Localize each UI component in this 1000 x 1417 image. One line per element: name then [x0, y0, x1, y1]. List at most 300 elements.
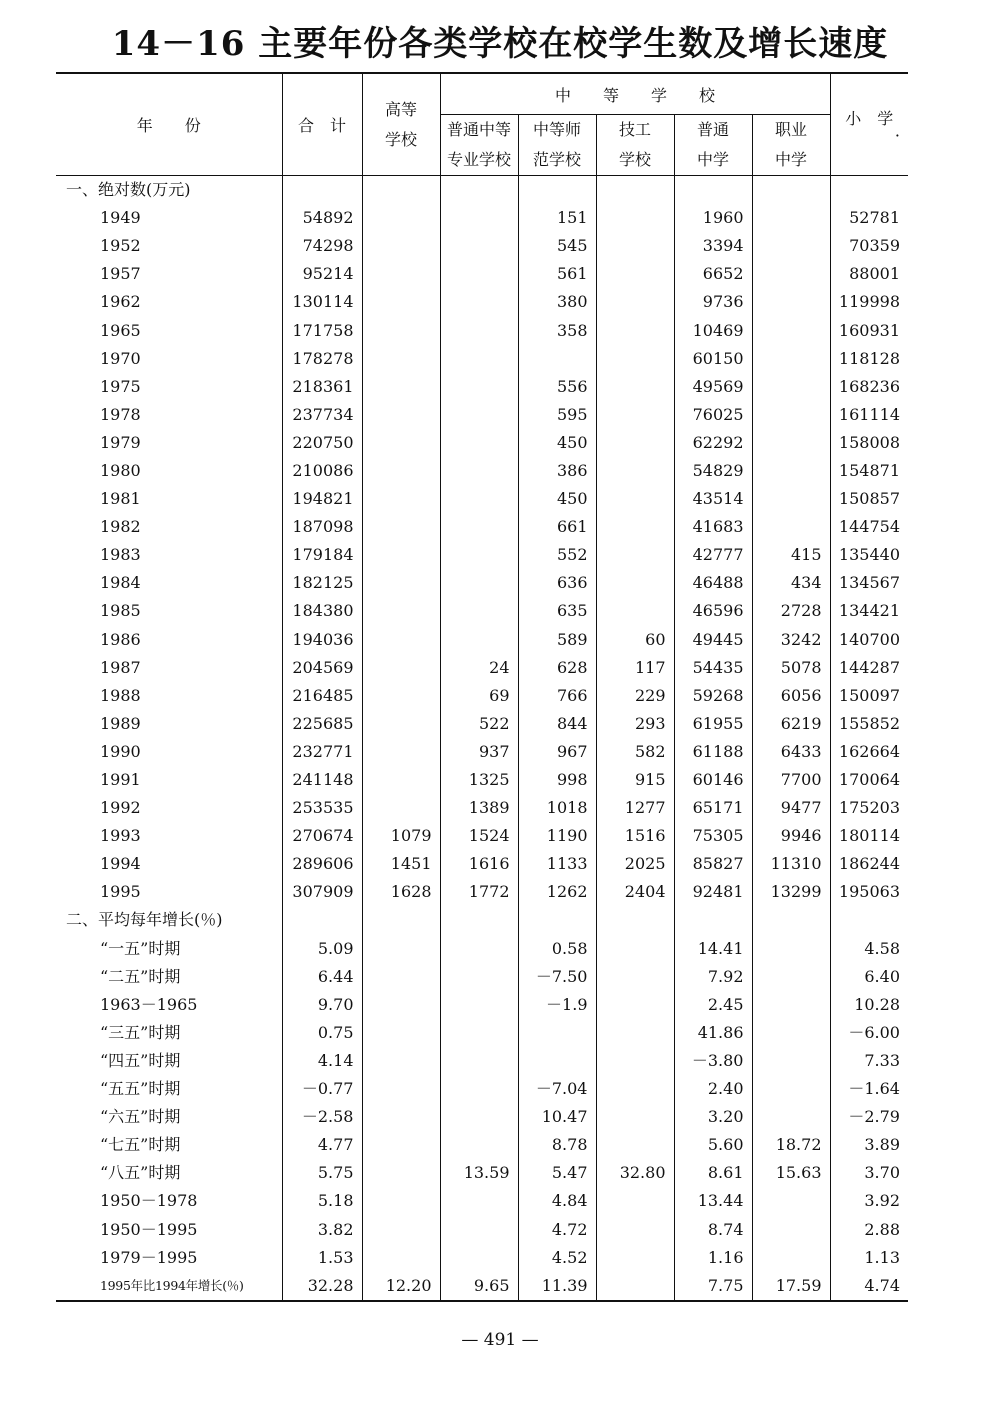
table-cell: 49569	[674, 373, 752, 401]
table-cell	[440, 373, 518, 401]
table-row	[56, 457, 908, 485]
table-cell: 32.80	[596, 1159, 674, 1187]
table-cell: 636	[518, 569, 596, 597]
table-cell	[518, 1047, 596, 1075]
table-cell: 171758	[282, 316, 362, 344]
table-cell: 60	[596, 626, 674, 654]
table-cell	[596, 1075, 674, 1103]
table-cell: 270674	[282, 822, 362, 850]
table-cell: 10.28	[830, 991, 908, 1019]
row-label: 1975	[100, 376, 141, 396]
table-cell: 358	[518, 316, 596, 344]
table-row	[56, 485, 908, 513]
table-cell	[362, 204, 440, 232]
table-cell	[362, 232, 440, 260]
table-row	[56, 1075, 908, 1103]
section-label: 二、平均每年增长(％)	[66, 910, 223, 930]
table-cell: 998	[518, 766, 596, 794]
table-row	[56, 682, 908, 710]
table-cell	[518, 345, 596, 373]
row-label: 1983	[100, 545, 141, 565]
table-cell	[752, 906, 830, 934]
table-cell	[362, 1187, 440, 1215]
table-cell	[596, 1131, 674, 1159]
table-cell	[752, 1103, 830, 1131]
table-cell: 232771	[282, 738, 362, 766]
table-cell	[440, 1131, 518, 1159]
table-cell: 1079	[362, 822, 440, 850]
table-cell	[596, 906, 674, 934]
table-cell	[282, 906, 362, 934]
table-cell	[752, 429, 830, 457]
table-cell: 915	[596, 766, 674, 794]
table-cell: 1018	[518, 794, 596, 822]
table-cell: 41.86	[674, 1019, 752, 1047]
table-cell: 52781	[830, 204, 908, 232]
table-cell	[362, 569, 440, 597]
table-cell: 4.52	[518, 1244, 596, 1272]
table-cell: 144287	[830, 654, 908, 682]
table-cell: 74298	[282, 232, 362, 260]
table-row	[56, 935, 908, 963]
row-label: 1989	[100, 713, 141, 733]
table-cell: 18.72	[752, 1131, 830, 1159]
table-cell: 1277	[596, 794, 674, 822]
table-cell: 161114	[830, 401, 908, 429]
table-cell	[362, 1019, 440, 1047]
table-cell	[596, 457, 674, 485]
table-cell	[440, 457, 518, 485]
table-cell: 5078	[752, 654, 830, 682]
table-row	[56, 822, 908, 850]
table-cell: 2728	[752, 597, 830, 625]
table-cell: 15.63	[752, 1159, 830, 1187]
table-cell: 210086	[282, 457, 362, 485]
table-cell	[596, 345, 674, 373]
table-row	[56, 1272, 908, 1301]
table-cell	[440, 963, 518, 991]
table-cell: 556	[518, 373, 596, 401]
table-cell: 1628	[362, 878, 440, 906]
row-label: 1970	[100, 348, 141, 368]
row-label: 1984	[100, 573, 141, 593]
table-cell: 117	[596, 654, 674, 682]
section-row	[56, 906, 908, 934]
header-primary-mark: ·	[894, 126, 900, 145]
table-cell: 85827	[674, 850, 752, 878]
header-technical-line2: 学校	[618, 150, 651, 169]
table-cell: 3394	[674, 232, 752, 260]
table-cell	[440, 288, 518, 316]
table-cell	[752, 176, 830, 205]
table-cell: 194036	[282, 626, 362, 654]
table-body	[56, 176, 908, 1301]
table-row	[56, 1047, 908, 1075]
table-cell: 24	[440, 654, 518, 682]
table-cell: 3.82	[282, 1215, 362, 1243]
row-label: “三五”时期	[100, 1022, 181, 1042]
table-cell: －0.77	[282, 1075, 362, 1103]
table-cell: 4.14	[282, 1047, 362, 1075]
row-label: 1963－1965	[100, 994, 198, 1014]
table-cell: 450	[518, 429, 596, 457]
table-cell: 3.70	[830, 1159, 908, 1187]
table-row	[56, 626, 908, 654]
table-cell	[362, 794, 440, 822]
table-cell	[440, 597, 518, 625]
table-cell: 140700	[830, 626, 908, 654]
table-row	[56, 1215, 908, 1243]
header-normal-line1: 中等师	[532, 120, 581, 139]
table-cell: 0.58	[518, 935, 596, 963]
table-cell	[362, 429, 440, 457]
table-cell: 178278	[282, 345, 362, 373]
table-cell: 4.58	[830, 935, 908, 963]
table-cell	[440, 1019, 518, 1047]
table-cell	[596, 316, 674, 344]
table-cell: 4.72	[518, 1215, 596, 1243]
table-row	[56, 850, 908, 878]
table-cell: 5.47	[518, 1159, 596, 1187]
table-cell: 134421	[830, 597, 908, 625]
table-cell: 5.18	[282, 1187, 362, 1215]
header-vocational-line1: 职业	[774, 120, 807, 139]
table-cell: 937	[440, 738, 518, 766]
table-cell	[596, 1103, 674, 1131]
table-row	[56, 232, 908, 260]
table-row	[56, 878, 908, 906]
table-cell	[596, 373, 674, 401]
row-label: “四五”时期	[100, 1050, 181, 1070]
table-cell: 561	[518, 260, 596, 288]
row-label: 1994	[100, 854, 141, 874]
table-cell: 7700	[752, 766, 830, 794]
table-cell: 5.09	[282, 935, 362, 963]
table-cell: 2.88	[830, 1215, 908, 1243]
row-label: 1995年比1994年增长(％)	[56, 1272, 282, 1301]
header-secondary-group: 中 等 学 校	[440, 73, 830, 115]
table-cell	[596, 1187, 674, 1215]
header-total: 合 计	[282, 73, 362, 176]
table-cell: 88001	[830, 260, 908, 288]
table-cell	[518, 176, 596, 205]
header-technical	[596, 115, 674, 176]
table-cell: 184380	[282, 597, 362, 625]
table-cell	[440, 316, 518, 344]
table-cell: 386	[518, 457, 596, 485]
table-cell	[752, 232, 830, 260]
table-cell: 2.45	[674, 991, 752, 1019]
table-cell	[362, 288, 440, 316]
table-cell	[440, 906, 518, 934]
header-general-line1: 普通	[696, 120, 729, 139]
table-cell: 766	[518, 682, 596, 710]
table-cell	[596, 288, 674, 316]
table-cell: 9.70	[282, 991, 362, 1019]
table-cell: 13.59	[440, 1159, 518, 1187]
row-label: 1962	[100, 292, 141, 312]
table-cell: 1133	[518, 850, 596, 878]
table-row	[56, 597, 908, 625]
table-cell	[596, 176, 674, 205]
header-higher-line2: 学校	[384, 129, 417, 149]
table-cell	[596, 935, 674, 963]
table-cell	[596, 541, 674, 569]
table-row	[56, 541, 908, 569]
header-normal	[518, 115, 596, 176]
table-cell	[362, 1159, 440, 1187]
table-cell: 1451	[362, 850, 440, 878]
table-cell: 8.61	[674, 1159, 752, 1187]
table-cell	[440, 541, 518, 569]
table-cell: －7.04	[518, 1075, 596, 1103]
table-cell	[440, 232, 518, 260]
table-cell	[362, 541, 440, 569]
table-cell: 4.84	[518, 1187, 596, 1215]
section-row	[56, 176, 908, 205]
table-cell: 62292	[674, 429, 752, 457]
table-row	[56, 1131, 908, 1159]
header-primary-label: 小 学	[845, 109, 894, 128]
table-cell	[596, 232, 674, 260]
table-cell	[518, 1019, 596, 1047]
table-cell: 450	[518, 485, 596, 513]
table-cell: 12.20	[362, 1272, 440, 1301]
table-cell: 46596	[674, 597, 752, 625]
table-cell: 59268	[674, 682, 752, 710]
table-cell	[440, 429, 518, 457]
table-cell	[596, 991, 674, 1019]
table-cell: 1325	[440, 766, 518, 794]
table-cell: 0.75	[282, 1019, 362, 1047]
table-cell: 144754	[830, 513, 908, 541]
table-row	[56, 513, 908, 541]
table-cell: 43514	[674, 485, 752, 513]
table-cell	[752, 1244, 830, 1272]
table-cell	[440, 485, 518, 513]
row-label: 1988	[100, 685, 141, 705]
table-cell	[596, 1047, 674, 1075]
table-cell: 150097	[830, 682, 908, 710]
table-cell	[362, 401, 440, 429]
table-cell: 95214	[282, 260, 362, 288]
table-cell	[752, 485, 830, 513]
table-cell: 70359	[830, 232, 908, 260]
table-cell	[362, 260, 440, 288]
table-cell: 41683	[674, 513, 752, 541]
table-cell: 6.44	[282, 963, 362, 991]
table-cell: 75305	[674, 822, 752, 850]
table-cell	[362, 373, 440, 401]
table-cell: 4.77	[282, 1131, 362, 1159]
table-cell	[362, 176, 440, 205]
table-cell	[752, 260, 830, 288]
table-cell: 54829	[674, 457, 752, 485]
table-cell	[752, 963, 830, 991]
table-cell: 154871	[830, 457, 908, 485]
table-row	[56, 401, 908, 429]
table-cell: 9736	[674, 288, 752, 316]
row-label: 1990	[100, 741, 141, 761]
table-cell: 1.53	[282, 1244, 362, 1272]
table-cell: 92481	[674, 878, 752, 906]
table-row	[56, 316, 908, 344]
table-cell: 11.39	[518, 1272, 596, 1301]
table-cell	[752, 401, 830, 429]
table-cell: 54892	[282, 204, 362, 232]
table-cell: 61955	[674, 710, 752, 738]
table-cell: 186244	[830, 850, 908, 878]
row-label: 1986	[100, 629, 141, 649]
table-cell	[440, 569, 518, 597]
table-cell: 1.13	[830, 1244, 908, 1272]
table-cell: 46488	[674, 569, 752, 597]
table-cell: 60146	[674, 766, 752, 794]
table-cell: 168236	[830, 373, 908, 401]
table-cell	[830, 906, 908, 934]
row-label: “八五”时期	[100, 1163, 181, 1183]
table-cell	[674, 906, 752, 934]
table-row	[56, 288, 908, 316]
table-cell: 5.75	[282, 1159, 362, 1187]
row-label: 1980	[100, 460, 141, 480]
table-cell	[362, 906, 440, 934]
table-cell: 253535	[282, 794, 362, 822]
header-normal-line2: 范学校	[532, 150, 581, 169]
table-cell: 204569	[282, 654, 362, 682]
table-cell: 225685	[282, 710, 362, 738]
table-cell	[830, 176, 908, 205]
table-cell: －3.80	[674, 1047, 752, 1075]
table-cell: 175203	[830, 794, 908, 822]
table-cell: 60150	[674, 345, 752, 373]
row-label: 1978	[100, 404, 141, 424]
table-cell	[596, 485, 674, 513]
table-row	[56, 1159, 908, 1187]
table-cell: 237734	[282, 401, 362, 429]
table-cell	[362, 766, 440, 794]
table-cell: 8.74	[674, 1215, 752, 1243]
table-cell: 155852	[830, 710, 908, 738]
table-cell: 182125	[282, 569, 362, 597]
table-cell	[440, 1047, 518, 1075]
table-cell	[440, 935, 518, 963]
header-specialized-line1: 普通中等	[446, 120, 511, 139]
table-cell	[362, 654, 440, 682]
table-cell	[596, 1244, 674, 1272]
table-cell: 628	[518, 654, 596, 682]
table-row	[56, 260, 908, 288]
table-cell: 1960	[674, 204, 752, 232]
row-label: 1991	[100, 770, 141, 790]
table-cell	[752, 1047, 830, 1075]
header-specialized	[440, 115, 518, 176]
row-label: 1979－1995	[100, 1247, 198, 1267]
statistics-table	[56, 72, 908, 1302]
table-row	[56, 204, 908, 232]
table-cell	[596, 513, 674, 541]
table-cell	[362, 1215, 440, 1243]
table-cell: 130114	[282, 288, 362, 316]
statistics-table-container	[56, 72, 908, 1302]
table-cell	[362, 1131, 440, 1159]
header-technical-line1: 技工	[618, 120, 651, 139]
table-cell: 17.59	[752, 1272, 830, 1301]
header-general-line2: 中学	[696, 150, 729, 169]
table-cell	[752, 1019, 830, 1047]
table-cell	[440, 1187, 518, 1215]
table-cell: 844	[518, 710, 596, 738]
table-row	[56, 991, 908, 1019]
table-cell: 10469	[674, 316, 752, 344]
table-cell	[752, 1187, 830, 1215]
table-cell: 2404	[596, 878, 674, 906]
table-row	[56, 1019, 908, 1047]
row-label: 1965	[100, 320, 141, 340]
table-cell: 589	[518, 626, 596, 654]
table-cell: 635	[518, 597, 596, 625]
table-cell	[752, 373, 830, 401]
table-cell	[362, 682, 440, 710]
header-year: 年 份	[56, 73, 282, 176]
row-label: 1979	[100, 432, 141, 452]
table-cell: －2.79	[830, 1103, 908, 1131]
table-cell	[752, 345, 830, 373]
table-cell: 3.89	[830, 1131, 908, 1159]
table-row	[56, 738, 908, 766]
header-specialized-line2: 专业学校	[446, 150, 511, 169]
table-cell: 1.16	[674, 1244, 752, 1272]
table-cell	[596, 401, 674, 429]
table-cell	[752, 1215, 830, 1243]
table-cell: 42777	[674, 541, 752, 569]
table-row	[56, 710, 908, 738]
table-cell	[440, 176, 518, 205]
table-cell	[362, 935, 440, 963]
table-cell	[440, 513, 518, 541]
table-cell	[362, 991, 440, 1019]
table-cell	[596, 429, 674, 457]
row-label: 1981	[100, 489, 141, 509]
table-cell	[518, 906, 596, 934]
table-cell: 9.65	[440, 1272, 518, 1301]
table-cell	[752, 457, 830, 485]
table-cell	[362, 1075, 440, 1103]
table-cell	[362, 597, 440, 625]
table-cell: 552	[518, 541, 596, 569]
table-cell: 162664	[830, 738, 908, 766]
table-cell	[362, 345, 440, 373]
table-row	[56, 1244, 908, 1272]
row-label: “七五”时期	[100, 1135, 181, 1155]
table-cell: 7.92	[674, 963, 752, 991]
table-cell: 170064	[830, 766, 908, 794]
table-cell	[440, 1215, 518, 1243]
table-cell: 135440	[830, 541, 908, 569]
table-cell: 2.40	[674, 1075, 752, 1103]
table-cell: 158008	[830, 429, 908, 457]
table-cell: 179184	[282, 541, 362, 569]
table-cell	[440, 626, 518, 654]
table-cell: 9477	[752, 794, 830, 822]
table-cell	[596, 1215, 674, 1243]
table-cell: 6056	[752, 682, 830, 710]
table-cell: 7.33	[830, 1047, 908, 1075]
table-cell	[282, 176, 362, 205]
table-cell: 13.44	[674, 1187, 752, 1215]
table-row	[56, 1103, 908, 1131]
table-cell: 229	[596, 682, 674, 710]
